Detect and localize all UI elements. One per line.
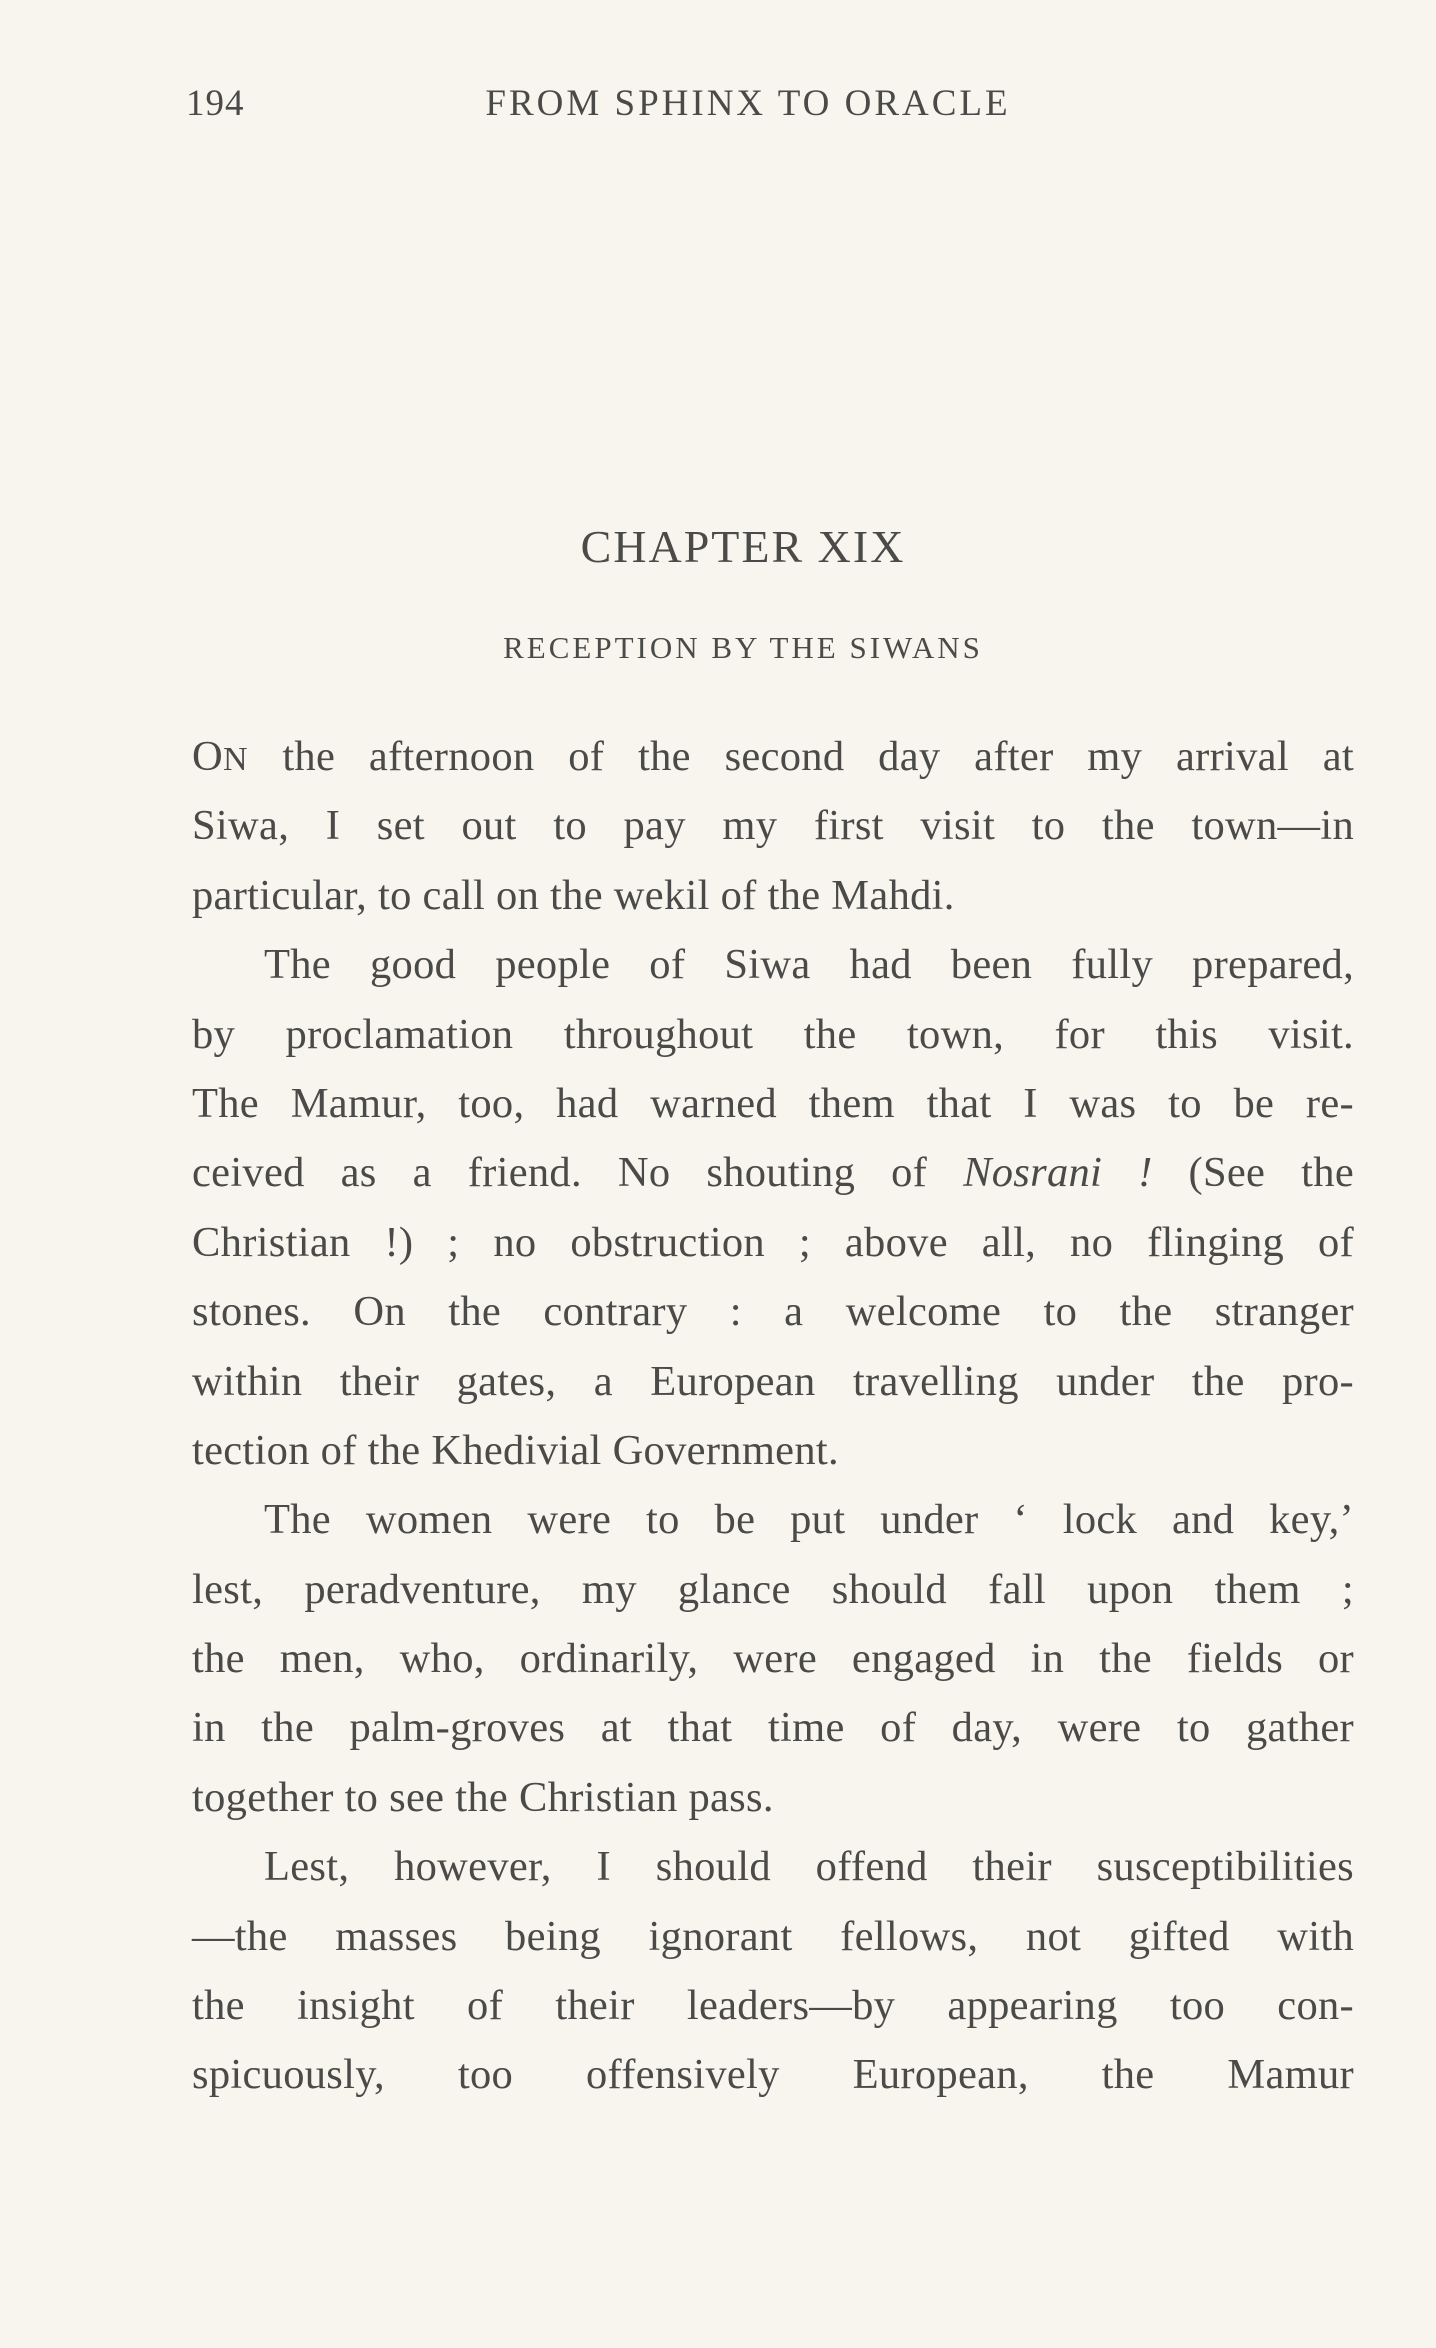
text-line: spicuously, too offensively European, the Mamur: [192, 2051, 1354, 2099]
text-fragment: ceived as a friend. No shouting of: [192, 1149, 928, 1197]
text-line: The Mamur, too, had warned them that I was to be re-: [192, 1079, 1354, 1127]
running-head: [186, 82, 1270, 132]
drop-initial-smallcap: N: [223, 741, 249, 778]
text-line: The good people of Siwa had been fully prepared,: [264, 941, 1354, 989]
text-line: particular, to call on the wekil of the Mahdi.: [192, 871, 955, 919]
chapter-title: CHAPTER XIX: [580, 521, 906, 572]
text-line: [192, 1138, 1354, 1207]
text-line: the insight of their leaders—by appearing too con-: [192, 1982, 1354, 2030]
text-fragment: the afternoon of the second day after my arrival at: [282, 733, 1354, 780]
text-line: —the masses being ignorant fellows, not gifted with: [192, 1912, 1354, 1960]
text-line: stones. On the contrary : a welcome to the stranger: [192, 1288, 1354, 1336]
text-line: Siwa, I set out to pay my first visit to the town—in: [192, 802, 1354, 850]
text-fragment: (See the: [1188, 1149, 1354, 1197]
text-line: tection of the Khedivial Government.: [192, 1426, 839, 1474]
text-line: by proclamation throughout the town, for this visit.: [192, 1010, 1354, 1058]
text-line: within their gates, a European travelling under the pro-: [192, 1357, 1354, 1405]
text-line: Lest, however, I should offend their susceptibilities: [264, 1843, 1354, 1891]
text-line: lest, peradventure, my glance should fall upon them ;: [192, 1565, 1354, 1613]
drop-initial: O: [192, 733, 223, 780]
text-line: in the palm-groves at that time of day, were to gather: [192, 1704, 1354, 1752]
text-line: together to see the Christian pass.: [192, 1773, 774, 1821]
text-line: the men, who, ordinarily, were engaged in the fields or: [192, 1635, 1354, 1683]
text-line: The women were to be put under ‘ lock and key,’: [264, 1496, 1354, 1544]
chapter-subtitle: RECEPTION BY THE SIWANS: [503, 630, 983, 665]
text-line: Christian !) ; no obstruction ; above all, no flinging of: [192, 1218, 1354, 1266]
page-number: 194: [186, 83, 245, 124]
running-title: FROM SPHINX TO ORACLE: [485, 83, 1011, 124]
text-line: [192, 722, 1354, 791]
italic-word: Nosrani !: [963, 1149, 1153, 1197]
body-text: [192, 722, 1354, 2110]
